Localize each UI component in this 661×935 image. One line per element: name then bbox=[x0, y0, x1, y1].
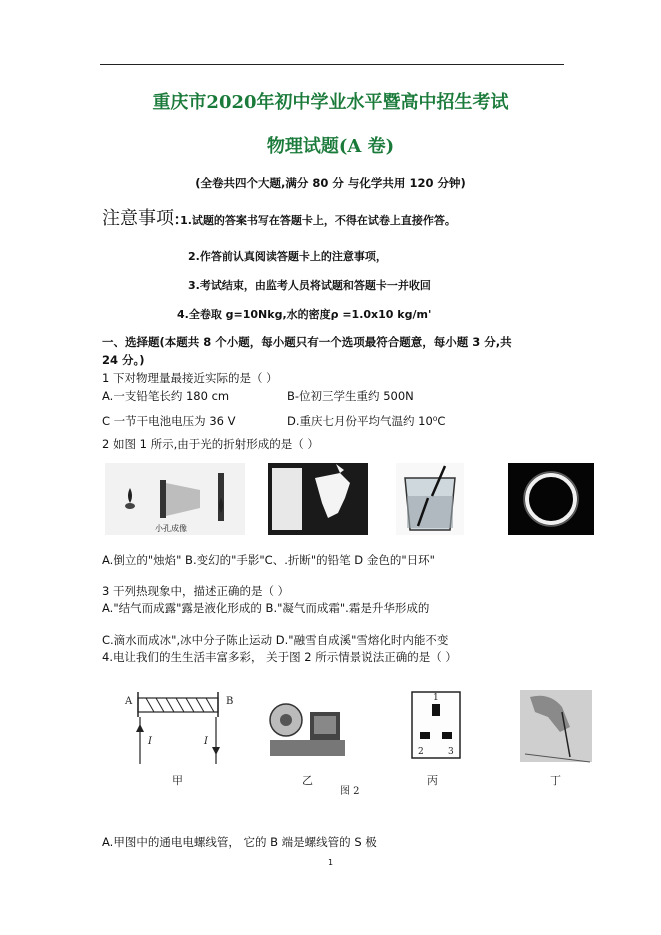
bent-pencil-image bbox=[396, 463, 464, 535]
q2-stem: 2 如图 1 所示,由于光的折射形成的是（ ） bbox=[102, 437, 319, 451]
hand-touch-image bbox=[520, 690, 592, 762]
exam-title: 重庆市2020年初中学业水平暨高中招生考试 bbox=[152, 92, 509, 113]
q4-option-a: A.甲图中的通电电螺线管， 它的 B 端是螺线管的 S 极 bbox=[102, 835, 377, 849]
hand-shadow-image bbox=[268, 463, 368, 535]
figure-2-images bbox=[100, 682, 597, 800]
label-ding: 丁 bbox=[550, 774, 561, 787]
socket-num-1: 1 bbox=[433, 693, 439, 703]
label-jia: 甲 bbox=[172, 774, 183, 787]
socket-num-2: 2 bbox=[418, 747, 424, 757]
coil-end-b: B bbox=[226, 696, 234, 707]
label-bing: 丙 bbox=[427, 774, 438, 787]
label-yi: 乙 bbox=[302, 774, 313, 787]
socket-num-3: 3 bbox=[448, 747, 454, 757]
notice-heading-text: 注意事项: bbox=[102, 208, 181, 229]
notice-item-2: 2.作答前认真阅读答题卡上的注意事项， bbox=[188, 250, 387, 263]
current-label-left: I bbox=[148, 736, 152, 747]
coil-end-a: A bbox=[125, 696, 133, 707]
q1-option-d: D.重庆七月份平均气温约 10⁰C bbox=[287, 414, 446, 428]
q1-stem: 1 下对物理量最接近实际的是（ ） bbox=[102, 371, 278, 385]
page-number: 1 bbox=[327, 858, 334, 867]
header-rule bbox=[100, 64, 564, 65]
q1-option-c: C 一节干电池电压为 36 V bbox=[102, 414, 236, 428]
q3-options-cd: C.滴水而成冰",冰中分子陈止运动 D."融雪自成溪"雪熔化时内能不变 bbox=[102, 633, 449, 647]
exam-info: (全卷共四个大题,满分 80 分 与化学共用 120 分钟) bbox=[195, 176, 466, 190]
exam-subtitle: 物理试题(A 卷) bbox=[266, 136, 395, 157]
section-1-heading bbox=[102, 333, 572, 369]
notice-item-1: 1.试题的答案书写在答题卡上，不得在试卷上直接作答。 bbox=[180, 214, 456, 227]
pinhole-caption: 小孔成像 bbox=[155, 524, 187, 533]
q1-option-b: B-位初三学生重约 500N bbox=[287, 389, 414, 403]
q3-options-ab: A."结气而成露"露是液化形成的 B."凝气而成霜".霜是升华形成的 bbox=[102, 601, 430, 615]
figure-1-images bbox=[100, 458, 597, 540]
notice-heading bbox=[102, 204, 456, 230]
section-1-line1: 一、选择题(本题共 8 个小题，每小题只有一个选项最符合题意，每小题 3 分,共 bbox=[102, 335, 512, 349]
q4-stem: 4.电让我们的生生活丰富多彩， 关于图 2 所示情景说法正确的是（ ） bbox=[102, 650, 457, 664]
q1-option-a: A.一支铅笔长约 180 cm bbox=[102, 389, 230, 403]
notice-item-3: 3.考试结束，由监考人员将试题和答题卡一并收回 bbox=[188, 279, 431, 292]
q2-options: A.倒立的"烛焰" B.变幻的"手影"C、.折断"的铅笔 D 金色的"日环" bbox=[102, 553, 435, 567]
section-1-line2: 24 分。) bbox=[102, 353, 145, 367]
notice-item-4: 4.全卷取 g=10Nkg,水的密度ρ =1.0x10 kg/m' bbox=[177, 308, 432, 321]
figure-2-title: 图 2 bbox=[340, 786, 360, 797]
solar-ring-image bbox=[508, 463, 594, 535]
current-label-right: I bbox=[204, 736, 208, 747]
q3-stem: 3 干列热现象中，描述正确的是（ ） bbox=[102, 584, 290, 598]
